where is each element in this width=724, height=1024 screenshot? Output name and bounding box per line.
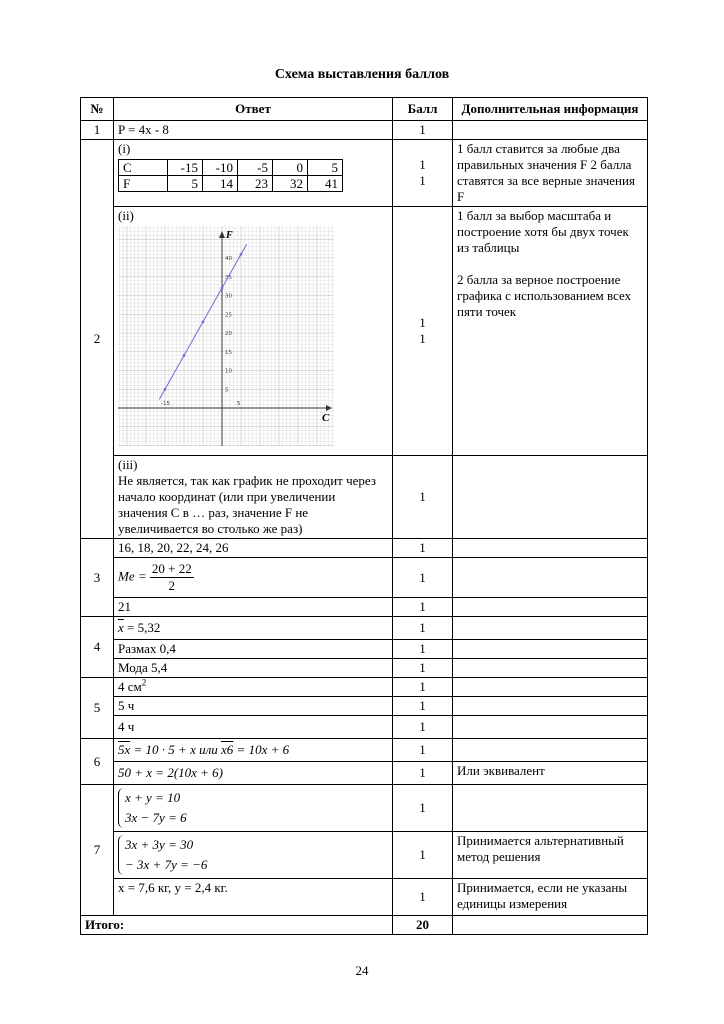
answer-cell: 5 ч	[114, 697, 393, 716]
info-cell	[453, 716, 648, 739]
equation-system	[118, 835, 207, 875]
total-value: 20	[393, 916, 453, 935]
values-cell: 23	[238, 176, 273, 192]
answer-cell	[114, 456, 393, 539]
info-cell	[453, 785, 648, 832]
header-row	[81, 98, 648, 121]
mean-symbol: $\overline{x}$	[118, 620, 124, 635]
score-value: 1	[419, 157, 426, 172]
info-cell	[453, 659, 648, 678]
info-cell	[453, 640, 648, 659]
info-cell: 1 балл ставится за любые два правильных значения F 2 балла ставятся за все верные значения F	[453, 140, 648, 207]
y-tick-label: 10	[225, 368, 232, 375]
values-cell: F	[119, 176, 168, 192]
part-label: (i)	[118, 141, 131, 156]
table-row	[81, 832, 648, 879]
values-cell: C	[119, 160, 168, 176]
y-tick-label: 20	[225, 331, 232, 337]
score-cell: 1	[393, 617, 453, 640]
x-tick-label: 5	[237, 401, 241, 407]
info-cell	[453, 598, 648, 617]
score-value: 1	[419, 315, 426, 330]
y-tick-label: 40	[225, 256, 232, 262]
answer-cell	[114, 678, 393, 697]
header-answer: Ответ	[114, 98, 393, 121]
y-tick-label: 5	[225, 387, 229, 394]
answer-cell	[114, 558, 393, 598]
score-cell: 1	[393, 716, 453, 739]
score-cell: 1	[393, 598, 453, 617]
info-cell	[453, 456, 648, 539]
answer-cell: P = 4x - 8	[114, 121, 393, 140]
data-point	[183, 354, 186, 357]
data-point	[164, 388, 167, 391]
info-cell	[453, 697, 648, 716]
answer-cell: 50 + x = 2(10x + 6)	[114, 762, 393, 785]
y-tick-label: 25	[225, 312, 232, 319]
table-row	[81, 456, 648, 539]
score-cell: 1	[393, 762, 453, 785]
answer-cell: 4 ч	[114, 716, 393, 739]
values-cell: -10	[203, 160, 238, 176]
score-value: 1	[419, 331, 426, 346]
question-number: 7	[81, 785, 114, 916]
y-tick-label: 30	[225, 293, 232, 300]
table-row	[81, 659, 648, 678]
answer-cell	[114, 617, 393, 640]
table-row	[81, 598, 648, 617]
info-cell: Или эквивалент	[453, 762, 648, 785]
score-cell: 1	[393, 785, 453, 832]
values-cell: 32	[273, 176, 308, 192]
total-label: Итого:	[81, 916, 393, 935]
equation-part: 5x	[118, 742, 131, 757]
equation-system	[118, 788, 187, 828]
answer-cell: Размах 0,4	[114, 640, 393, 659]
median-fraction	[150, 561, 194, 594]
score-cell: 1	[393, 739, 453, 762]
score-cell: 1	[393, 879, 453, 916]
score-cell: 1	[393, 539, 453, 558]
table-row	[81, 678, 648, 697]
table-row	[81, 762, 648, 785]
question-number: 2	[81, 140, 114, 539]
info-text: 2 балла за верное построение графика с использованием всех пяти точек	[457, 272, 632, 319]
x-axis-arrow	[326, 405, 332, 411]
score-cell: 1	[393, 558, 453, 598]
equation-line: 3x − 7y = 6	[125, 810, 187, 825]
question-number: 6	[81, 739, 114, 785]
answer-cell: x = 7,6 кг, y = 2,4 кг.	[114, 879, 393, 916]
answer-text: Не является, так как график не проходит через начало координат (или при увеличении значения C в … раз, значение F не увеличивается во столько же раз)	[118, 473, 376, 536]
values-table	[118, 159, 343, 192]
answer-cell	[114, 739, 393, 762]
values-cell: 14	[203, 176, 238, 192]
total-row	[81, 916, 648, 935]
info-cell	[453, 207, 648, 456]
question-number: 1	[81, 121, 114, 140]
x-axis-label: C	[322, 412, 330, 424]
score-value: 1	[419, 173, 426, 188]
answer-cell	[114, 207, 393, 456]
area-value: 4 см	[118, 679, 142, 694]
answer-cell	[114, 832, 393, 879]
answer-cell: 21	[114, 598, 393, 617]
table-row	[81, 617, 648, 640]
table-row	[81, 785, 648, 832]
values-cell: -15	[168, 160, 203, 176]
values-cell: 41	[308, 176, 343, 192]
answer-cell	[114, 140, 393, 207]
values-row-f	[119, 176, 343, 192]
info-cell	[453, 539, 648, 558]
table-row	[81, 539, 648, 558]
info-text: 1 балл за выбор масштаба и построение хотя бы двух точек из таблицы	[457, 208, 629, 255]
values-cell: 5	[168, 176, 203, 192]
score-cell: 1	[393, 678, 453, 697]
table-row	[81, 558, 648, 598]
page-title: Схема выставления баллов	[274, 67, 450, 82]
data-point	[202, 320, 205, 323]
x-tick-label: -15	[161, 401, 170, 407]
function-graph	[118, 226, 334, 446]
score-cell	[393, 140, 453, 207]
score-cell: 1	[393, 659, 453, 678]
equation-line: 3x + 3y = 30	[125, 837, 194, 852]
table-row	[81, 697, 648, 716]
score-cell: 1	[393, 640, 453, 659]
info-cell	[453, 678, 648, 697]
table-row	[81, 640, 648, 659]
table-row	[81, 140, 648, 207]
equation-line: − 3x + 7y = −6	[125, 857, 208, 872]
question-number: 5	[81, 678, 114, 739]
equation-part: = 10x + 6	[233, 742, 290, 757]
score-cell	[393, 207, 453, 456]
equation-part: x6	[221, 742, 234, 757]
info-cell: Принимается, если не указаны единицы измерения	[453, 879, 648, 916]
page-number: 24	[355, 963, 369, 978]
median-label: Me =	[118, 568, 147, 584]
header-info: Дополнительная информация	[453, 98, 648, 121]
question-number: 4	[81, 617, 114, 678]
table-row	[81, 879, 648, 916]
info-cell	[453, 121, 648, 140]
values-row-c	[119, 160, 343, 176]
info-cell	[453, 617, 648, 640]
answer-cell: Мода 5,4	[114, 659, 393, 678]
header-score: Балл	[393, 98, 453, 121]
score-cell: 1	[393, 121, 453, 140]
y-axis-arrow	[219, 231, 225, 238]
mean-value: = 5,32	[123, 620, 161, 635]
info-cell	[453, 558, 648, 598]
table-row	[81, 121, 648, 140]
question-number: 3	[81, 539, 114, 617]
equation-part: = 10 · 5 + x или	[130, 742, 222, 757]
part-label: (iii)	[118, 457, 138, 472]
table-row	[81, 207, 648, 456]
fraction-denominator: 2	[168, 578, 176, 593]
table-row	[81, 739, 648, 762]
info-cell: Принимается альтернативный метод решения	[453, 832, 648, 879]
area-exponent: 2	[141, 677, 147, 688]
values-cell: 0	[273, 160, 308, 176]
info-cell	[453, 739, 648, 762]
scoring-table	[80, 97, 648, 935]
answer-cell: 16, 18, 20, 22, 24, 26	[114, 539, 393, 558]
data-point	[240, 253, 243, 256]
table-row	[81, 716, 648, 739]
y-tick-label: 35	[225, 274, 232, 281]
values-cell: -5	[238, 160, 273, 176]
values-cell: 5	[308, 160, 343, 176]
fraction-numerator: 20 + 22	[151, 561, 192, 576]
header-no: №	[81, 98, 114, 121]
data-point	[221, 287, 224, 290]
y-tick-label: 15	[225, 349, 232, 356]
answer-cell	[114, 785, 393, 832]
y-axis-label: F	[226, 230, 233, 241]
part-label: (ii)	[118, 208, 134, 223]
score-cell: 1	[393, 456, 453, 539]
score-cell: 1	[393, 697, 453, 716]
info-cell	[453, 916, 648, 935]
equation-line: x + y = 10	[125, 790, 181, 805]
score-cell: 1	[393, 832, 453, 879]
